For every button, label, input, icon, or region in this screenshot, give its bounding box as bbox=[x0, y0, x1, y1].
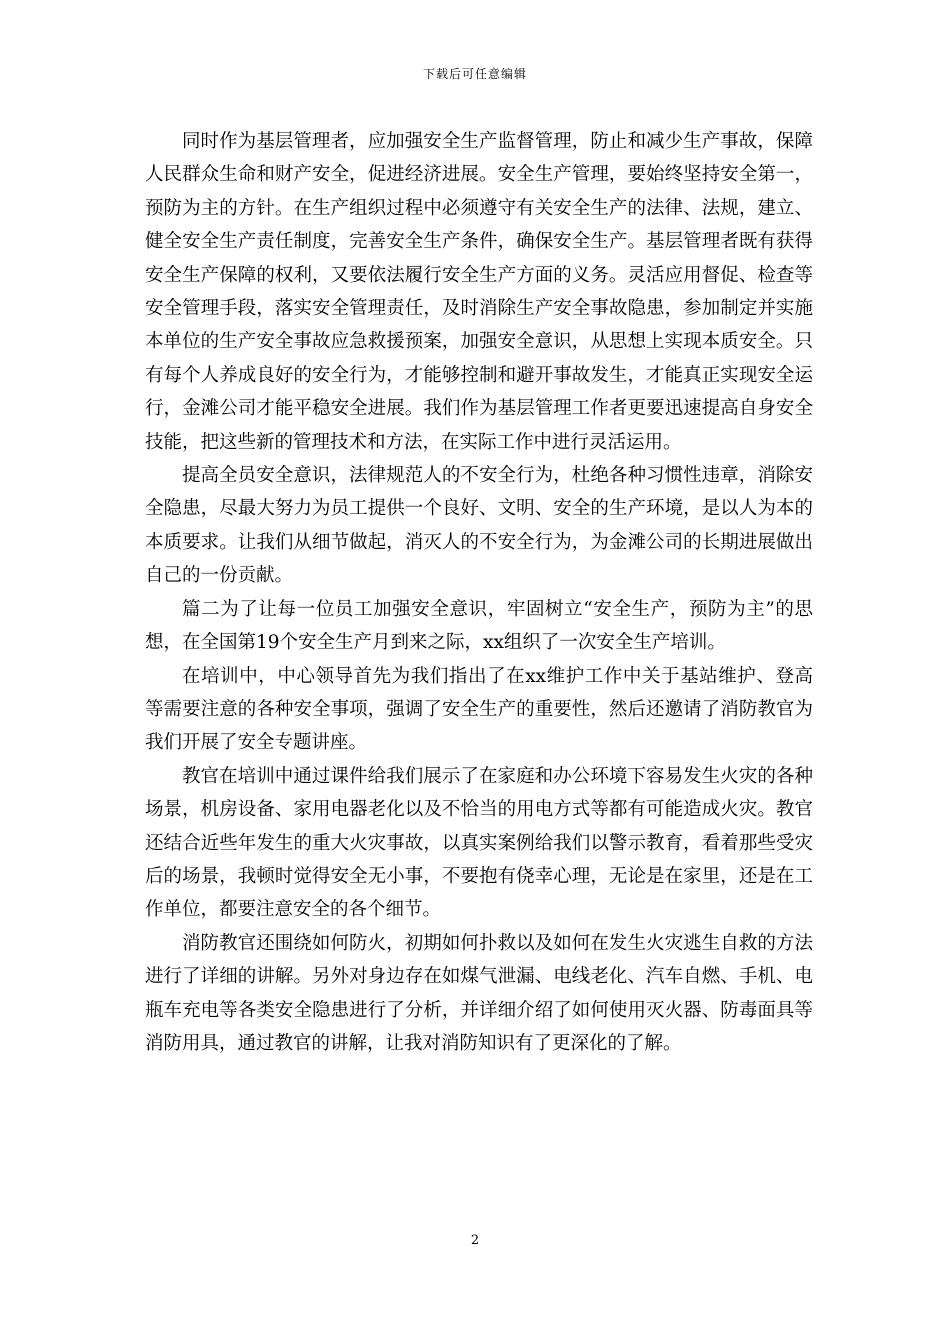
document-body bbox=[145, 125, 813, 1060]
paragraph-2: 提高全员安全意识，法律规范人的不安全行为，杜绝各种习惯性违章，消除安全隐患，尽最大努力为员工提供一个良好、文明、安全的生产环境，是以人为本的本质要求。让我们从细节做起，消灭人的不安全行为，为金滩公司的长期进展做出自己的一份贡献。 bbox=[145, 465, 813, 587]
paragraph-3: 篇二为了让每一位员工加强安全意识，牢固树立“安全生产，预防为主”的思想，在全国第19个安全生产月到来之际，xx组织了一次安全生产培训。 bbox=[145, 598, 813, 654]
paragraph-1: 同时作为基层管理者，应加强安全生产监督管理，防止和减少生产事故，保障人民群众生命和财产安全，促进经济进展。安全生产管理，要始终坚持安全第一，预防为主的方针。在生产组织过程中必须遵守有关安全生产的法律、法规，建立、健全安全生产责任制度，完善安全生产条件，确保安全生产。基层管理者既有获得安全生产保障的权利，又要依法履行安全生产方面的义务。灵活应用督促、检查等安全管理手段，落实安全管理责任，及时消除生产安全事故隐患，参加制定并实施本单位的生产安全事故应急救援预案，加强安全意识，从思想上实现本质安全。只有每个人养成良好的安全行为，才能够控制和避开事故发生，才能真正实现安全运行，金滩公司才能平稳安全进展。我们作为基层管理工作者更要迅速提高自身安全技能，把这些新的管理技术和方法，在实际工作中进行灵活运用。 bbox=[145, 131, 813, 453]
page-number: 2 bbox=[470, 1233, 480, 1248]
paragraph-4: 在培训中，中心领导首先为我们指出了在xx维护工作中关于基站维护、登高等需要注意的各种安全事项，强调了安全生产的重要性，然后还邀请了消防教官为我们开展了安全专题讲座。 bbox=[145, 665, 813, 754]
page-header: 下载后可任意编辑 bbox=[422, 67, 527, 81]
paragraph-6: 消防教官还围绕如何防火，初期如何扑救以及如何在发生火灾逃生自救的方法进行了详细的讲解。另外对身边存在如煤气泄漏、电线老化、汽车自燃、手机、电瓶车充电等各类安全隐患进行了分析，并详细介绍了如何使用灭火器、防毒面具等消防用具，通过教官的讲解，让我对消防知识有了更深化的了解。 bbox=[145, 932, 813, 1054]
paragraph-5: 教官在培训中通过课件给我们展示了在家庭和办公环境下容易发生火灾的各种场景，机房设备、家用电器老化以及不恰当的用电方式等都有可能造成火灾。教官还结合近些年发生的重大火灾事故，以真实案例给我们以警示教育，看着那些受灾后的场景，我顿时觉得安全无小事，不要抱有侥幸心理，无论是在家里，还是在工作单位，都要注意安全的各个细节。 bbox=[145, 765, 813, 921]
